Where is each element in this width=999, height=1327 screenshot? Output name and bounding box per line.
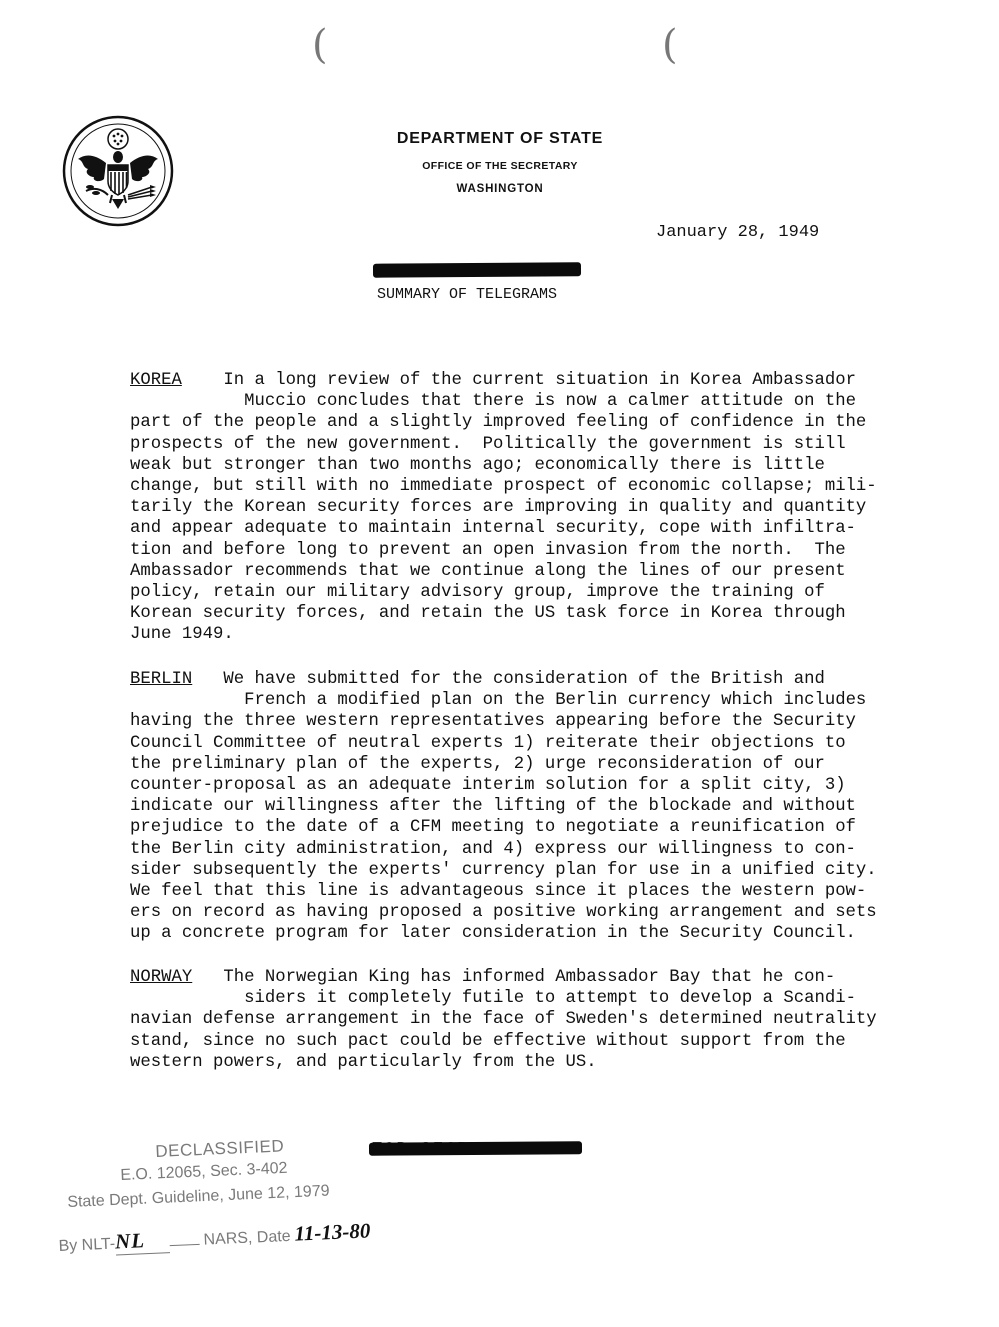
stamp-eo-line: E.O. 12065, Sec. 3-402 <box>120 1159 288 1184</box>
section-line: tion and before long to prevent an open invasion from the north. The <box>130 540 846 560</box>
section-line: and appear adequate to maintain internal security, cope with infiltra- <box>130 519 856 539</box>
section-line: June 1949. <box>130 625 234 645</box>
section-line <box>130 691 244 710</box>
section-first-line: We have submitted for the consideration of the British and <box>223 670 825 689</box>
letterhead-office: OFFICE OF THE SECRETARY <box>422 160 578 172</box>
section-line: the Berlin city administration, and 4) express our willingness to con- <box>130 839 856 859</box>
section-line <box>130 392 244 411</box>
section-line <box>130 989 244 1008</box>
section-line: French a modified plan on the Berlin currency which includes <box>244 691 867 711</box>
stamp-by-label: By NLT- <box>58 1235 116 1255</box>
document-date: January 28, 1949 <box>656 223 820 242</box>
section-line: counter-proposal as an adequate interim solution for a split city, 3) <box>130 776 846 796</box>
section-line: ers on record as having proposed a positive working arrangement and sets <box>130 903 877 923</box>
letterhead-city: WASHINGTON <box>456 183 544 195</box>
section-label: NORWAY <box>130 968 193 987</box>
section-line: stand, since no such pact could be effective without support from the <box>130 1031 846 1051</box>
section-berlin <box>130 669 920 945</box>
stamp-declassified: DECLASSIFIED <box>155 1136 285 1161</box>
department-of-state-seal-icon <box>62 115 174 227</box>
scan-mark: ( <box>312 22 328 68</box>
section-line: weak but stronger than two months ago; economically there is little <box>130 455 825 475</box>
section-first-line: In a long review of the current situation in Korea Ambassador <box>223 371 856 390</box>
section-line: prejudice to the date of a CFM meeting to negotiate a reunification of <box>130 818 856 838</box>
stamp-guideline-line: State Dept. Guideline, June 12, 1979 <box>67 1182 330 1211</box>
section-line: prospects of the new government. Politically the government is still <box>130 434 846 454</box>
section-line: siders it completely futile to attempt to develop a Scandi- <box>244 989 856 1009</box>
redaction-bar-top <box>373 262 581 277</box>
section-line: change, but still with no immediate prospect of economic collapse; mili- <box>130 477 877 497</box>
section-line: policy, retain our military advisory group, improve the training of <box>130 583 825 603</box>
section-first-line: The Norwegian King has informed Ambassador Bay that he con- <box>223 968 836 987</box>
stamp-authorization-line <box>58 1218 371 1258</box>
section-line: sider subsequently the experts' currency plan for use in a unified city. <box>130 860 877 880</box>
stamp-underline <box>169 1244 199 1246</box>
letterhead-department: DEPARTMENT OF STATE <box>396 130 604 147</box>
section-line: Ambassador recommends that we continue along the lines of our present <box>130 561 846 581</box>
section-line: up a concrete program for later consideration in the Security Council. <box>130 924 856 944</box>
section-line: Council Committee of neutral experts 1) reiterate their objections to <box>130 733 846 753</box>
section-korea <box>130 370 920 646</box>
stamp-nars-label: NARS, Date <box>203 1227 291 1249</box>
stamp-handwritten-date: 11-13-80 <box>293 1218 371 1246</box>
section-line: having the three western representatives appearing before the Security <box>130 712 856 732</box>
scan-mark: ( <box>662 22 678 68</box>
section-line: western powers, and particularly from the US. <box>130 1052 597 1072</box>
section-line: Korean security forces, and retain the US task force in Korea through <box>130 604 846 624</box>
section-line: tarily the Korean security forces are improving in quality and quantity <box>130 498 867 518</box>
section-line: the preliminary plan of the experts, 2) urge reconsideration of our <box>130 754 825 774</box>
section-line: indicate our willingness after the lifting of the blockade and without <box>130 797 856 817</box>
section-norway <box>130 967 920 1073</box>
section-line: navian defense arrangement in the face of Sweden's determined neutrality <box>130 1010 877 1030</box>
section-line: part of the people and a slightly improved feeling of confidence in the <box>130 413 867 433</box>
section-line: Muccio concludes that there is now a calmer attitude on the <box>244 392 856 412</box>
redaction-bar-bottom <box>369 1141 582 1155</box>
summary-heading: SUMMARY OF TELEGRAMS <box>377 286 558 303</box>
stamp-initials: NL <box>115 1227 170 1255</box>
section-line: We feel that this line is advantageous since it places the western pow- <box>130 882 867 902</box>
section-label: BERLIN <box>130 670 193 689</box>
section-label: KOREA <box>130 371 182 390</box>
